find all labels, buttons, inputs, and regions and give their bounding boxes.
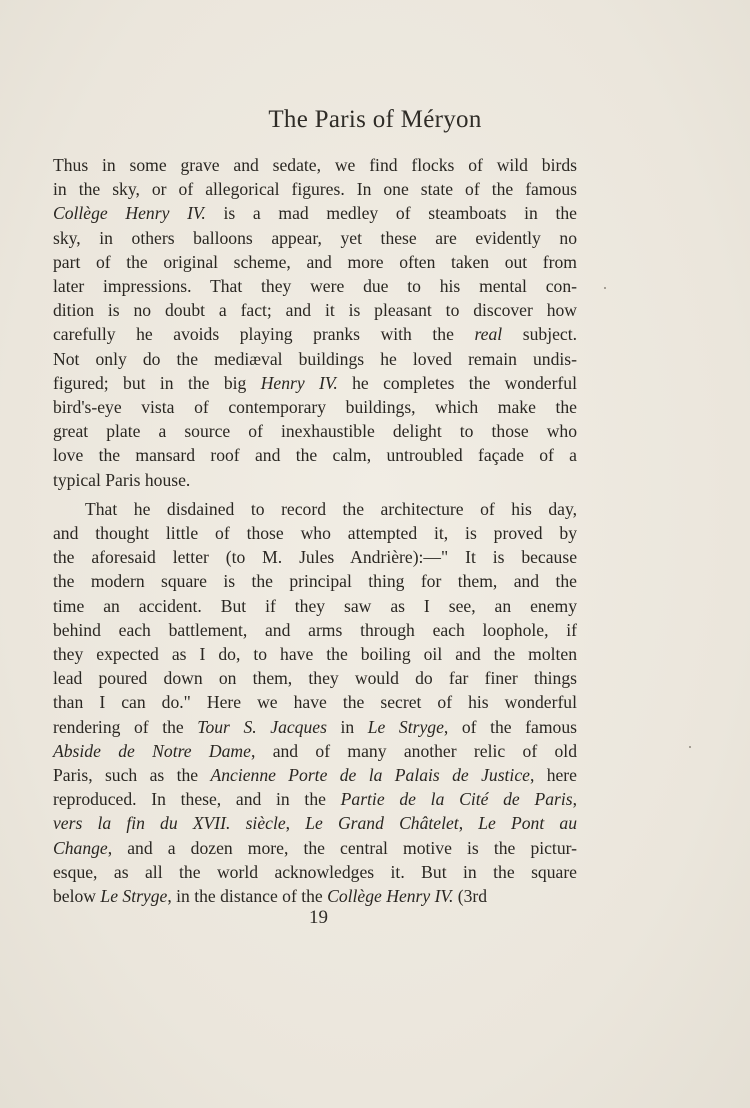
- text-run: , of the famous: [443, 716, 577, 737]
- italic-title: Henry IV.: [260, 372, 338, 393]
- italic-title: Partie de la Cité de Paris: [340, 789, 573, 810]
- text-line: [53, 618, 577, 642]
- italic-title: Le Stryge: [367, 716, 444, 737]
- text-line: [53, 419, 577, 443]
- text-run: part of the original scheme, and more often taken out from: [53, 251, 577, 272]
- text-line: [53, 642, 577, 666]
- text-line: [53, 569, 577, 593]
- text-line: [53, 715, 577, 739]
- text-run: behind each battlement, and arms through each loophole, if: [53, 619, 577, 640]
- text-run: they expected as I do, to have the boiling oil and the molten: [53, 644, 577, 665]
- text-line: [53, 690, 577, 714]
- text-run: , here: [529, 765, 577, 786]
- text-run: Not only do the mediæval buildings he loved remain undis-: [53, 348, 577, 369]
- text-run: bird's-eye vista of contemporary buildings, which make the: [53, 397, 577, 418]
- text-line: [53, 322, 577, 346]
- text-line: [53, 177, 577, 201]
- text-run: lead poured down on them, they would do far finer things: [53, 668, 577, 689]
- text-run: is a mad medley of steamboats in the: [205, 203, 577, 224]
- italic-title: Tour S. Jacques: [197, 716, 327, 737]
- text-line: [53, 497, 577, 521]
- text-run: , and of many another relic of old: [250, 740, 577, 761]
- text-run: love the mansard roof and the calm, untroubled façade of a: [53, 445, 577, 466]
- text-run: subject.: [502, 324, 577, 345]
- text-run: and thought little of those who attempted it, is proved by: [53, 523, 577, 544]
- text-run: reproduced. In these, and in the: [53, 789, 341, 810]
- text-line: [53, 594, 577, 618]
- text-line: [53, 201, 577, 225]
- text-line: [53, 274, 577, 298]
- text-run: dition is no doubt a fact; and it is pleasant to discover how: [53, 300, 577, 321]
- text-run: great plate a source of inexhaustible delight to those who: [53, 421, 577, 442]
- text-run: time an accident. But if they saw as I see, an enemy: [53, 595, 577, 616]
- text-run: , in the distance of the: [167, 886, 328, 907]
- text-line: [53, 666, 577, 690]
- text-run: later impressions. That they were due to his mental con-: [53, 276, 577, 297]
- text-run: carefully he avoids playing pranks with the: [53, 324, 475, 345]
- italic-title: Ancienne Porte de la Palais de Justice: [210, 765, 530, 786]
- text-run: rendering of the: [53, 716, 198, 737]
- text-run: figured; but in the big: [53, 372, 261, 393]
- text-run: (3rd: [453, 886, 488, 907]
- italic-title: real: [474, 324, 503, 345]
- text-run: in the sky, or of allegorical figures. In one state of the famous: [53, 179, 577, 200]
- text-line: [53, 739, 577, 763]
- italic-title: Le Stryge: [100, 886, 168, 907]
- text-run: than I can do." Here we have the secret of his wonderful: [53, 692, 577, 713]
- italic-title: Collège Henry IV.: [53, 203, 206, 224]
- text-run: Thus in some grave and sedate, we find flocks of wild birds: [53, 155, 577, 175]
- italic-title: Abside de Notre Dame: [53, 740, 251, 761]
- text-line: [53, 371, 577, 395]
- text-run: ,: [285, 813, 306, 834]
- text-run: , and a dozen more, the central motive is the pictur-: [107, 837, 577, 858]
- paragraph-2: [53, 497, 577, 908]
- text-line: [53, 836, 577, 860]
- text-line: [53, 250, 577, 274]
- text-line: [53, 521, 577, 545]
- text-run: the modern square is the principal thing for them, and the: [53, 571, 577, 592]
- text-run: the aforesaid letter (to M. Jules Andrière):—" It is because: [53, 547, 577, 568]
- text-line: [53, 395, 577, 419]
- body-text: [53, 153, 577, 908]
- text-run: ,: [458, 813, 479, 834]
- italic-title: vers la fin du XVII. siècle: [53, 813, 286, 834]
- italic-title: Change: [53, 837, 108, 858]
- text-run: That he disdained to record the architecture of his day,: [85, 498, 577, 519]
- text-run: in: [326, 716, 368, 737]
- text-run: Paris, such as the: [53, 765, 211, 786]
- text-run: ,: [572, 789, 577, 810]
- italic-title: Le Pont au: [478, 813, 577, 834]
- text-run: typical Paris house.: [53, 469, 191, 490]
- text-line: [53, 884, 577, 908]
- text-line: [53, 811, 577, 835]
- text-line: [53, 153, 577, 177]
- text-run: esque, as all the world acknowledges it. But in the square: [53, 861, 577, 882]
- page-number: 19: [309, 907, 328, 928]
- text-line: [53, 787, 577, 811]
- text-line: [53, 347, 577, 371]
- text-line: [53, 860, 577, 884]
- text-line: [53, 226, 577, 250]
- paper-speck: [604, 287, 606, 289]
- italic-title: Le Grand Châtelet: [305, 813, 459, 834]
- text-line: [53, 298, 577, 322]
- text-line: [53, 545, 577, 569]
- running-header: The Paris of Méryon: [268, 106, 482, 133]
- text-line: [53, 468, 577, 492]
- text-line: [53, 763, 577, 787]
- text-run: below: [53, 886, 101, 907]
- paragraph-1: [53, 153, 577, 492]
- paper-speck: [689, 746, 691, 748]
- italic-title: Collège Henry IV.: [327, 886, 454, 907]
- text-line: [53, 443, 577, 467]
- text-run: sky, in others balloons appear, yet these are evidently no: [53, 227, 577, 248]
- text-run: he completes the wonderful: [337, 372, 577, 393]
